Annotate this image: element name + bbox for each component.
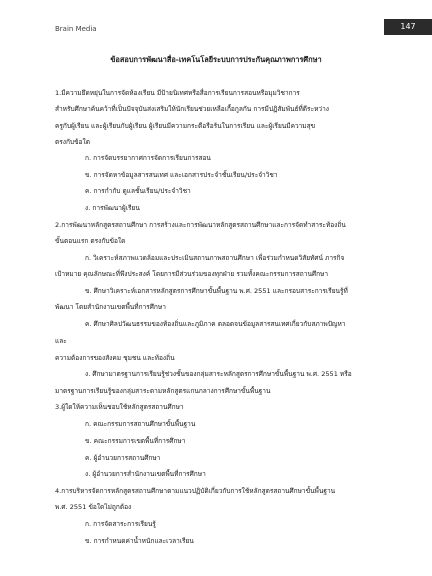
question-4-text: 4.การบริหารจัดการหลักสูตรสถานศึกษาตามแนวปฏิบัติเกี่ยวกับการใช้หลักสูตรสถานศึกษาขั้นพื้นฐาน [55,487,336,495]
choice-2c-cont: ความต้องการของสังคม ชุมชน และท้องถิ่น [55,354,175,362]
question-2-text: 2.การพัฒนาหลักสูตรสถานศึกษา การสร้างและการพัฒนาหลักสูตรสถานศึกษาและการจัดทำสาระท้องถิ่น [55,221,346,229]
choice-1c: ค. การกำกับ ดูแลชั้นเรียน/ประจำวิชา [85,187,191,195]
question-1-text: สำหรับศึกษาค้นคว้าที่เป็นปัจจุบันส่งเสริมให้นักเรียนช่วยเหลือเกื้อกูลกัน การมีปฏิสัมพันธ์ที่ดีระหว่าง [55,105,329,113]
choice-3a: ก. คณะกรรมการสถานศึกษาขั้นพื้นฐาน [85,420,196,428]
choice-3c: ค. ผู้อำนวยการสถานศึกษา [85,454,161,462]
question-2-text: ขั้นตอนแรก ตรงกับข้อใด [55,237,126,245]
choice-2b-cont: พัฒนา โดยสำนักงานเขตพื้นที่การศึกษา [55,303,166,311]
choice-2c-cont: และ [55,337,67,345]
question-1-text: ตรงกับข้อใด [55,138,90,146]
page-title: ข้อสอบการพัฒนาสื่อ-เทคโนโลยีระบบการประกันคุณภาพการศึกษา [110,55,322,64]
question-1-text: ครูกับผู้เรียน และผู้เรียนกับผู้เรียน ผู้เรียนมีความกระตือรือร้นในการเรียน และผู้เรียนมีความสุข [55,122,316,130]
choice-4a: ก. การจัดสาระการเรียนรู้ [85,520,156,528]
choice-1b: ข. การจัดหาข้อมูลสารสนเทศ และเอกสารประจำชั้นเรียน/ประจำวิชา [85,171,278,179]
choice-4b: ข. การกำหนดค่าน้ำหนักและเวลาเรียน [85,537,194,545]
choice-2a-cont: เป้าหมาย คุณลักษณะที่พึงประสงค์ โดยการมีส่วนร่วมของทุกฝ่าย รวมทั้งคณะกรรมการสถานศึกษา [55,270,329,278]
choice-3b: ข. คณะกรรมการเขตพื้นที่การศึกษา [85,437,186,445]
choice-2b: ข. ศึกษาวิเคราะห์เอกสารหลักสูตรการศึกษาขั้นพื้นฐาน พ.ศ. 2551 และกรอบสาระการเรียนรู้ที่ [85,287,348,295]
choice-3d: ง. ผู้อำนวยการสำนักงานเขตพื้นที่การศึกษา [85,470,206,478]
choice-1a: ก. การจัดบรรยากาศการจัดการเรียนการสอน [85,154,211,162]
header-source: Brain Media [55,25,97,33]
question-1-text: 1.มีความยึดหยุ่นในการจัดห้องเรียน มีป้ายนิเทศหรือสื่อการเรียนการสอนหรือมุมวิชาการ [55,89,300,97]
page-number-badge: 147 [384,19,432,35]
choice-2c: ค. ศึกษาศิลปวัฒนธรรมของท้องถิ่นและภูมิภาค ตลอดจนข้อมูลสารสนเทศเกี่ยวกับสภาพปัญหา [85,320,346,328]
choice-1d: ง. การพัฒนาผู้เรียน [85,204,140,212]
choice-2d: ง. ศึกษามาตรฐานการเรียนรู้ช่วงชั้นของกลุ่มสาระหลักสูตรการศึกษาขั้นพื้นฐาน พ.ศ. 2551 หรือ [85,370,352,378]
choice-2d-cont: มาตรฐานการเรียนรู้ของกลุ่มสาระตามหลักสูตรแกนกลางการศึกษาขั้นพื้นฐาน [55,387,271,395]
question-4-text: พ.ศ. 2551 ข้อใดไม่ถูกต้อง [55,503,132,511]
question-3-text: 3.ผู้ใดให้ความเห็นชอบใช้หลักสูตรสถานศึกษา [55,403,184,411]
choice-2a: ก. วิเคราะห์สภาพแวดล้อมและประเมินสถานภาพสถานศึกษา เพื่อร่วมกำหนดวิสัยทัศน์ ภารกิจ [85,254,345,262]
